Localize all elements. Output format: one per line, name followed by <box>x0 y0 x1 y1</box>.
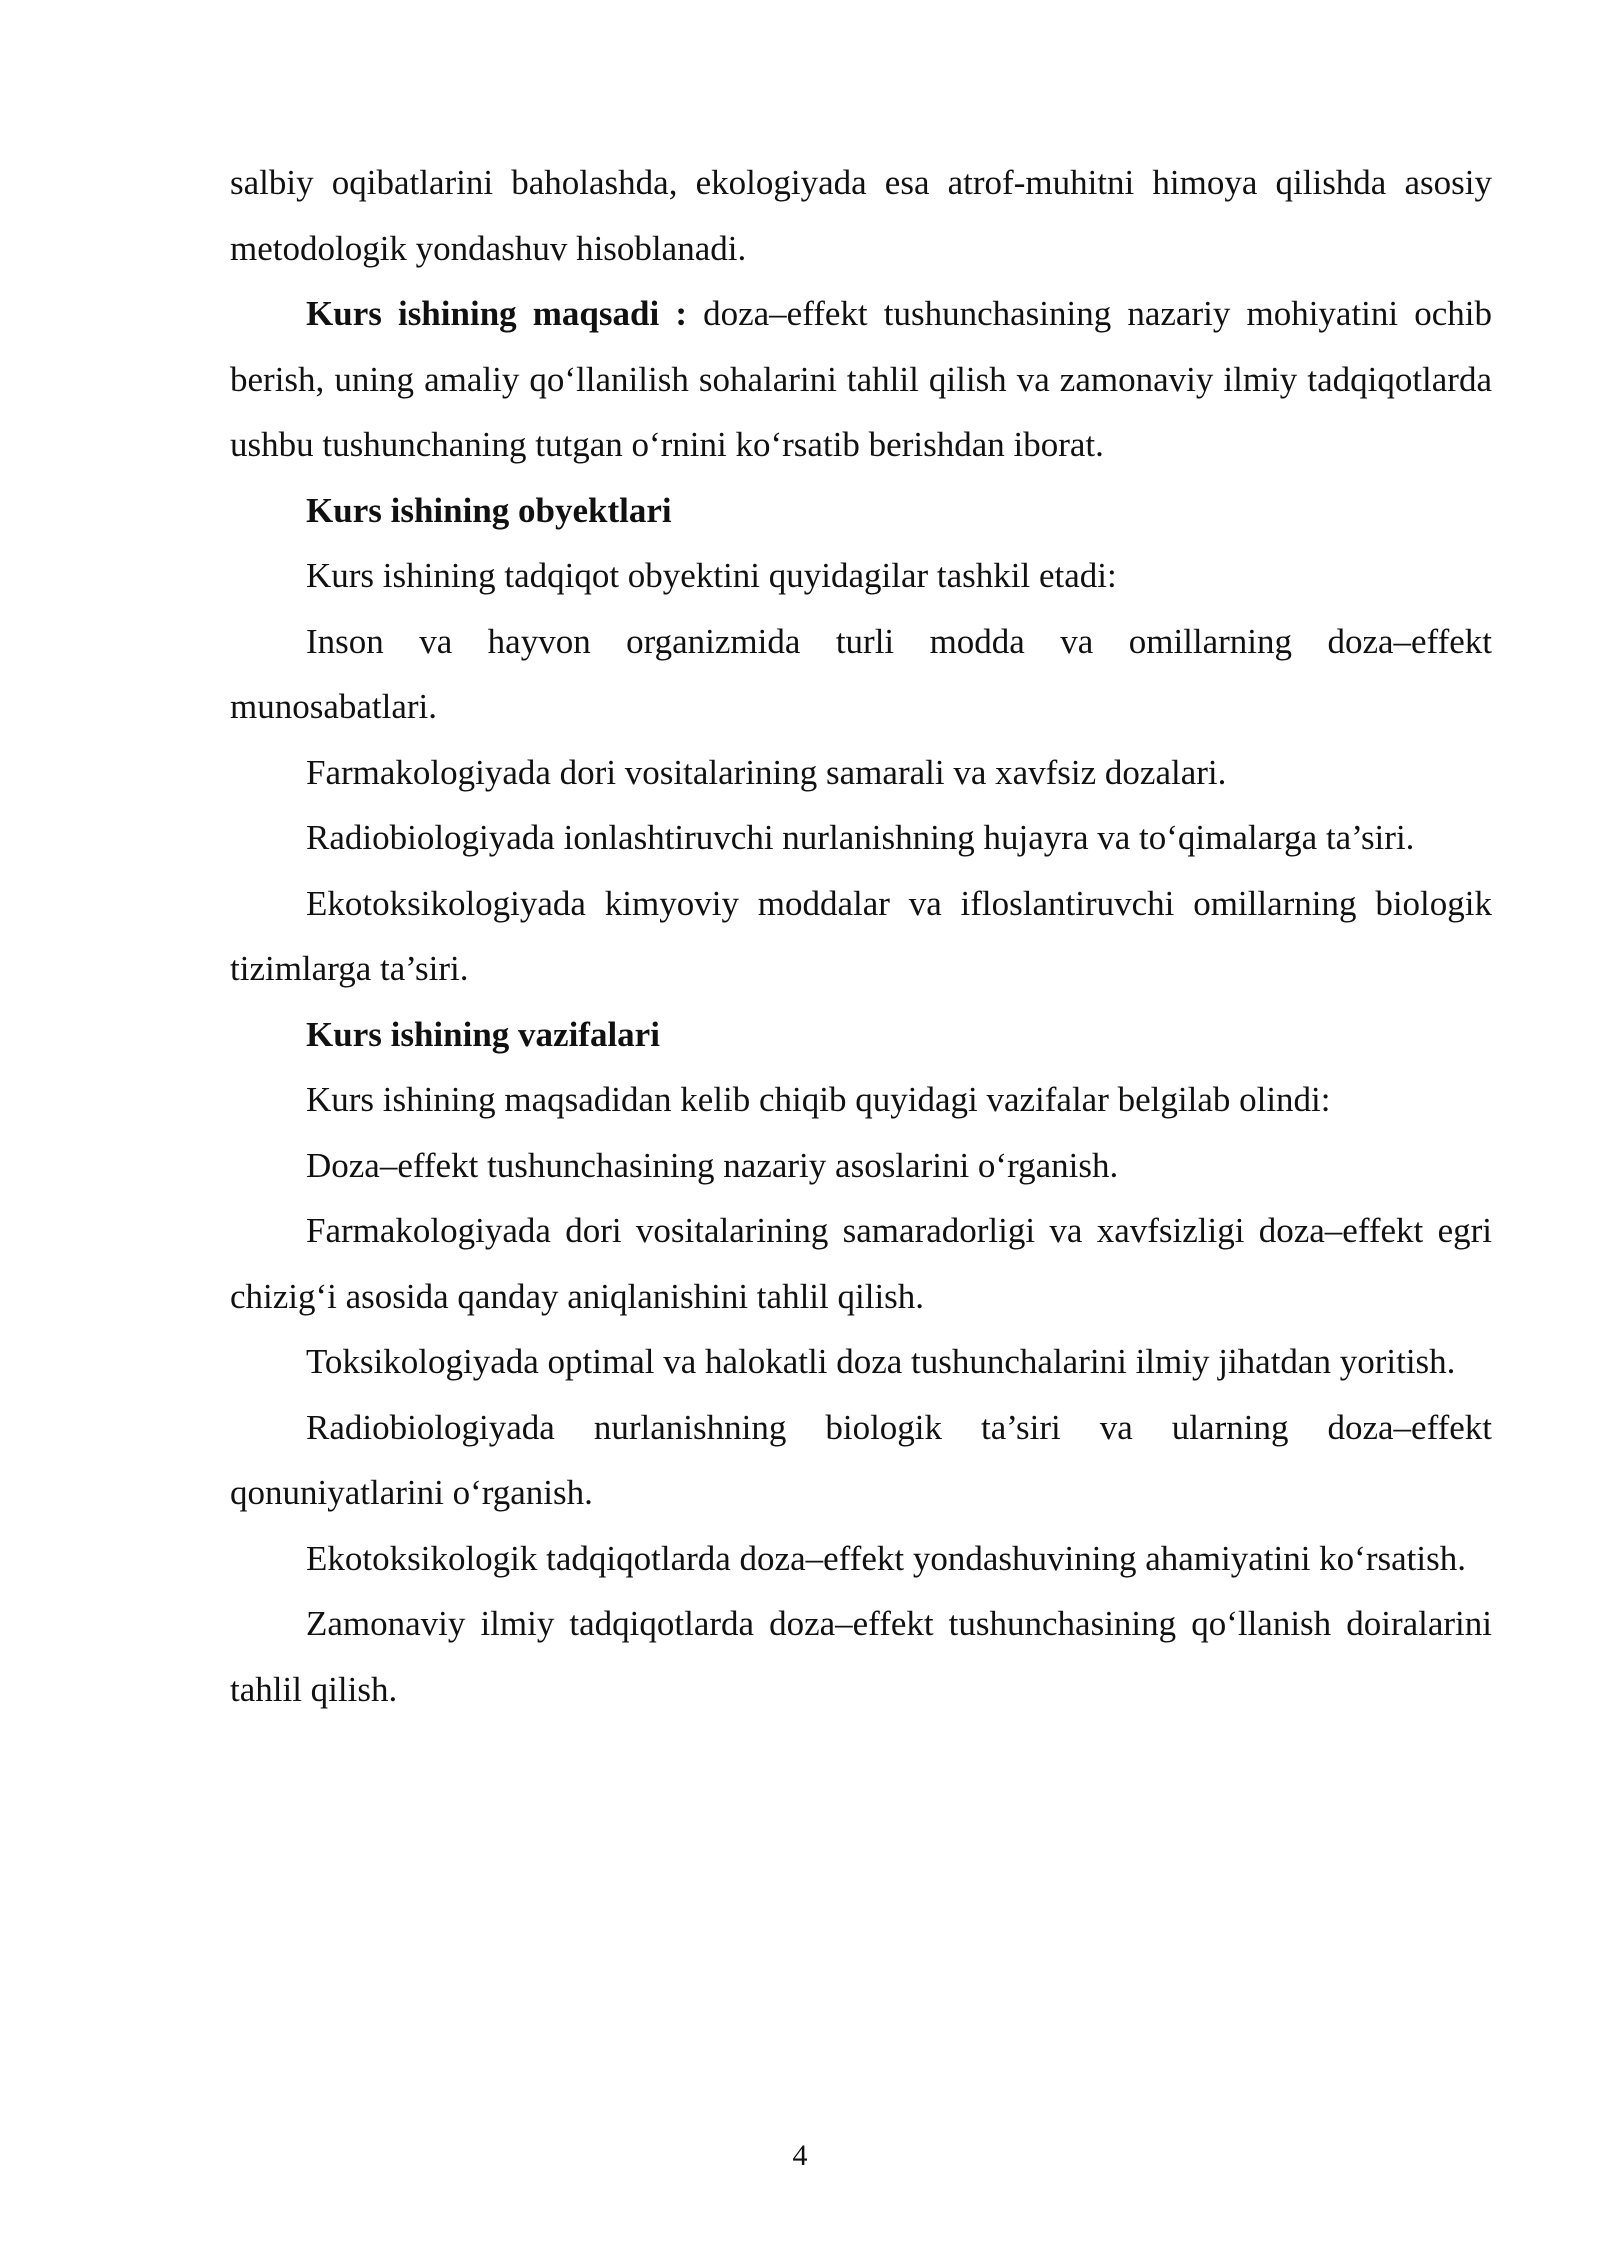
tasks-item: Farmakologiyada dori vositalarining samaradorligi va xavfsizligi doza–effekt egri chizig‘i asosida qanday aniqlanishini tahlil qilish. <box>230 1211 1492 1316</box>
objects-item: Radiobiologiyada ionlashtiruvchi nurlanishning hujayra va to‘qimalarga ta’siri. <box>306 818 1415 857</box>
objects-item: Ekotoksikologiyada kimyoviy moddalar va ifloslantiruvchi omillarning biologik tizimlarga ta’siri. <box>230 883 1492 988</box>
objects-intro: Kurs ishining tadqiqot obyektini quyidagilar tashkil etadi: <box>306 556 1117 595</box>
tasks-item: Zamonaviy ilmiy tadqiqotlarda doza–effekt tushunchasining qo‘llanish doiralarini tahlil qilish. <box>230 1604 1492 1709</box>
goal-label: Kurs ishining maqsadi : <box>306 294 687 333</box>
intro-continuation-paragraph: salbiy oqibatlarini baholashda, ekologiyada esa atrof-muhitni himoya qilishda asosiy metodologik yondashuv hisoblanadi. <box>230 163 1492 268</box>
objects-heading: Kurs ishining obyektlari <box>306 490 672 530</box>
goal-paragraph <box>230 281 1492 478</box>
goal-text: doza–effekt tushunchasining nazariy mohiyatini ochib berish, uning amaliy qo‘llanilish sohalarini tahlil qilish va zamonaviy ilmiy tadqiqotlarda ushbu tushunchaning tutgan o‘rnini ko‘rsatib berishdan iborat. <box>230 294 1493 464</box>
tasks-item: Ekotoksikologik tadqiqotlarda doza–effekt yondashuvining ahamiyatini ko‘rsatish. <box>306 1538 1466 1578</box>
objects-item: Farmakologiyada dori vositalarining samarali va xavfsiz dozalari. <box>306 752 1227 792</box>
tasks-item: Doza–effekt tushunchasining nazariy asoslarini o‘rganish. <box>306 1145 1119 1185</box>
objects-item: Inson va hayvon organizmida turli modda va omillarning doza–effekt munosabatlari. <box>230 621 1492 726</box>
tasks-heading: Kurs ishining vazifalari <box>306 1014 660 1054</box>
page-number: 4 <box>792 2139 808 2172</box>
document-page <box>230 150 1492 1722</box>
tasks-item: Toksikologiyada optimal va halokatli doza tushunchalarini ilmiy jihatdan yoritish. <box>306 1342 1456 1381</box>
tasks-item: Radiobiologiyada nurlanishning biologik ta’siri va ularning doza–effekt qonuniyatlarini o‘rganish. <box>230 1407 1492 1512</box>
tasks-intro: Kurs ishining maqsadidan kelib chiqib quyidagi vazifalar belgilab olindi: <box>306 1080 1331 1119</box>
